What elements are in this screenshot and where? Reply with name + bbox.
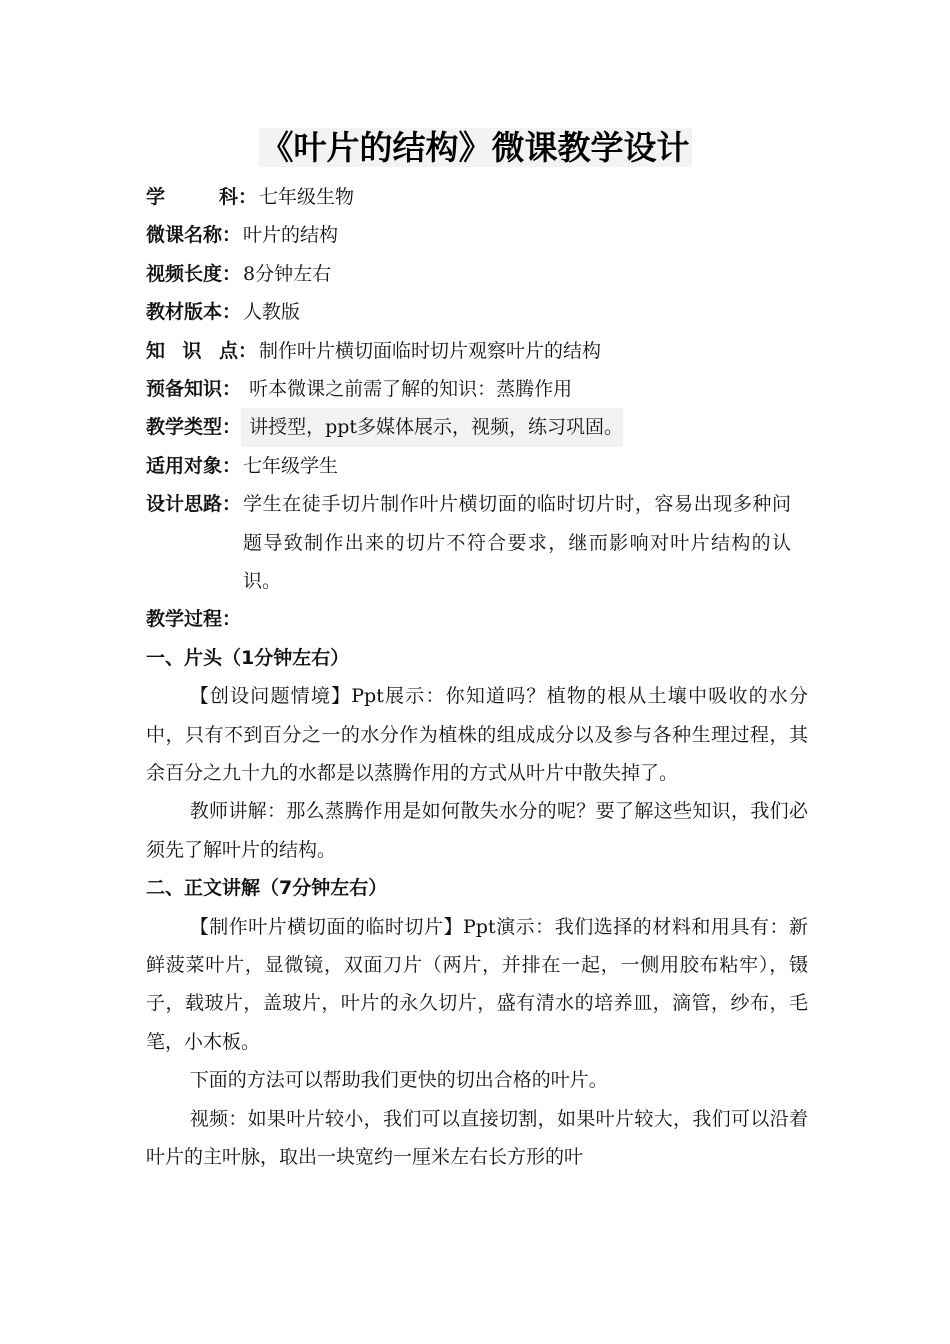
meta-value-prerequisite: 听本微课之前需了解的知识：蒸腾作用 [243, 377, 573, 400]
meta-colon: ： [222, 377, 242, 400]
meta-key-char: 点 [218, 339, 238, 362]
meta-key-subject [146, 178, 238, 216]
meta-colon: ： [222, 493, 242, 516]
meta-colon: ： [222, 224, 242, 247]
meta-colon: ： [222, 454, 242, 477]
meta-key-char: 科 [218, 186, 238, 208]
document-body [146, 178, 808, 1176]
meta-key-char: 识 [182, 339, 202, 362]
process-label: 教学过程： [146, 608, 242, 631]
meta-key-course-name: 微课名称 [146, 224, 223, 247]
meta-key-knowledge-point [146, 332, 238, 370]
paragraph: 视频：如果叶片较小，我们可以直接切割，如果叶片较大，我们可以沿着叶片的主叶脉，取出一块宽约一厘米左右长方形的叶 [146, 1107, 808, 1168]
section-heading-intro: 一、片头（1分钟左右） [146, 646, 350, 669]
meta-colon: ： [238, 186, 258, 208]
meta-value-design-idea: 学生在徒手切片制作叶片横切面的临时切片时，容易出现多种问题导致制作出来的切片不符合要求，继而影响对叶片结构的认识。 [243, 493, 792, 592]
document-title [0, 120, 950, 176]
meta-colon: ： [238, 339, 258, 362]
meta-colon: ： [222, 262, 242, 285]
meta-value-video-length: 8分钟左右 [243, 262, 332, 285]
meta-row-audience [146, 447, 808, 485]
meta-value-textbook: 人教版 [243, 301, 301, 324]
meta-row-prerequisite [146, 370, 808, 408]
paragraph: 教师讲解：那么蒸腾作用是如何散失水分的呢？要了解这些知识，我们必须先了解叶片的结构。 [146, 800, 808, 861]
section-heading-main: 二、正文讲解（7分钟左右） [146, 877, 388, 900]
document-title-text: 《叶片的结构》微课教学设计 [260, 128, 690, 167]
meta-key-design-idea-wrap [146, 485, 241, 600]
meta-key-teaching-type: 教学类型 [146, 416, 223, 439]
meta-value-course-name: 叶片的结构 [243, 224, 339, 247]
meta-row-subject [146, 178, 808, 216]
meta-row-teaching-type [146, 408, 808, 446]
meta-value-teaching-type: 讲授型，ppt多媒体展示，视频，练习巩固。 [241, 408, 623, 446]
meta-key-design-idea: 设计思路 [146, 493, 223, 516]
paragraph: 【制作叶片横切面的临时切片】Ppt演示：我们选择的材料和用具有：新鲜菠菜叶片，显微镜，双面刀片（两片，并排在一起，一侧用胶布粘牢），镊子，载玻片，盖玻片，叶片的永久切片，盛有清水的培养皿，滴管，纱布，毛笔，小木板。 [146, 915, 808, 1053]
meta-key-char: 知 [146, 339, 166, 362]
meta-value-audience: 七年级学生 [243, 454, 339, 477]
meta-key-prerequisite: 预备知识 [146, 377, 223, 400]
meta-row-knowledge-point [146, 332, 808, 370]
meta-key-char: 学 [146, 186, 166, 208]
meta-key-video-length: 视频长度 [146, 262, 223, 285]
meta-key-audience: 适用对象 [146, 454, 223, 477]
meta-row-course-name [146, 216, 808, 254]
meta-row-textbook [146, 293, 808, 331]
meta-value-knowledge-point: 制作叶片横切面临时切片观察叶片的结构 [259, 339, 602, 362]
meta-colon: ： [222, 301, 242, 324]
meta-colon: ： [222, 416, 242, 439]
paragraph: 【创设问题情境】Ppt展示：你知道吗？植物的根从土壤中吸收的水分中，只有不到百分之一的水分作为植株的组成成分以及参与各种生理过程，其余百分之九十九的水都是以蒸腾作用的方式从叶片中散失掉了。 [146, 685, 808, 784]
meta-row-design-idea [146, 485, 808, 600]
meta-row-video-length [146, 255, 808, 293]
meta-key-textbook: 教材版本 [146, 301, 223, 324]
paragraph: 下面的方法可以帮助我们更快的切出合格的叶片。 [189, 1069, 608, 1092]
meta-value-subject: 七年级生物 [259, 186, 355, 208]
